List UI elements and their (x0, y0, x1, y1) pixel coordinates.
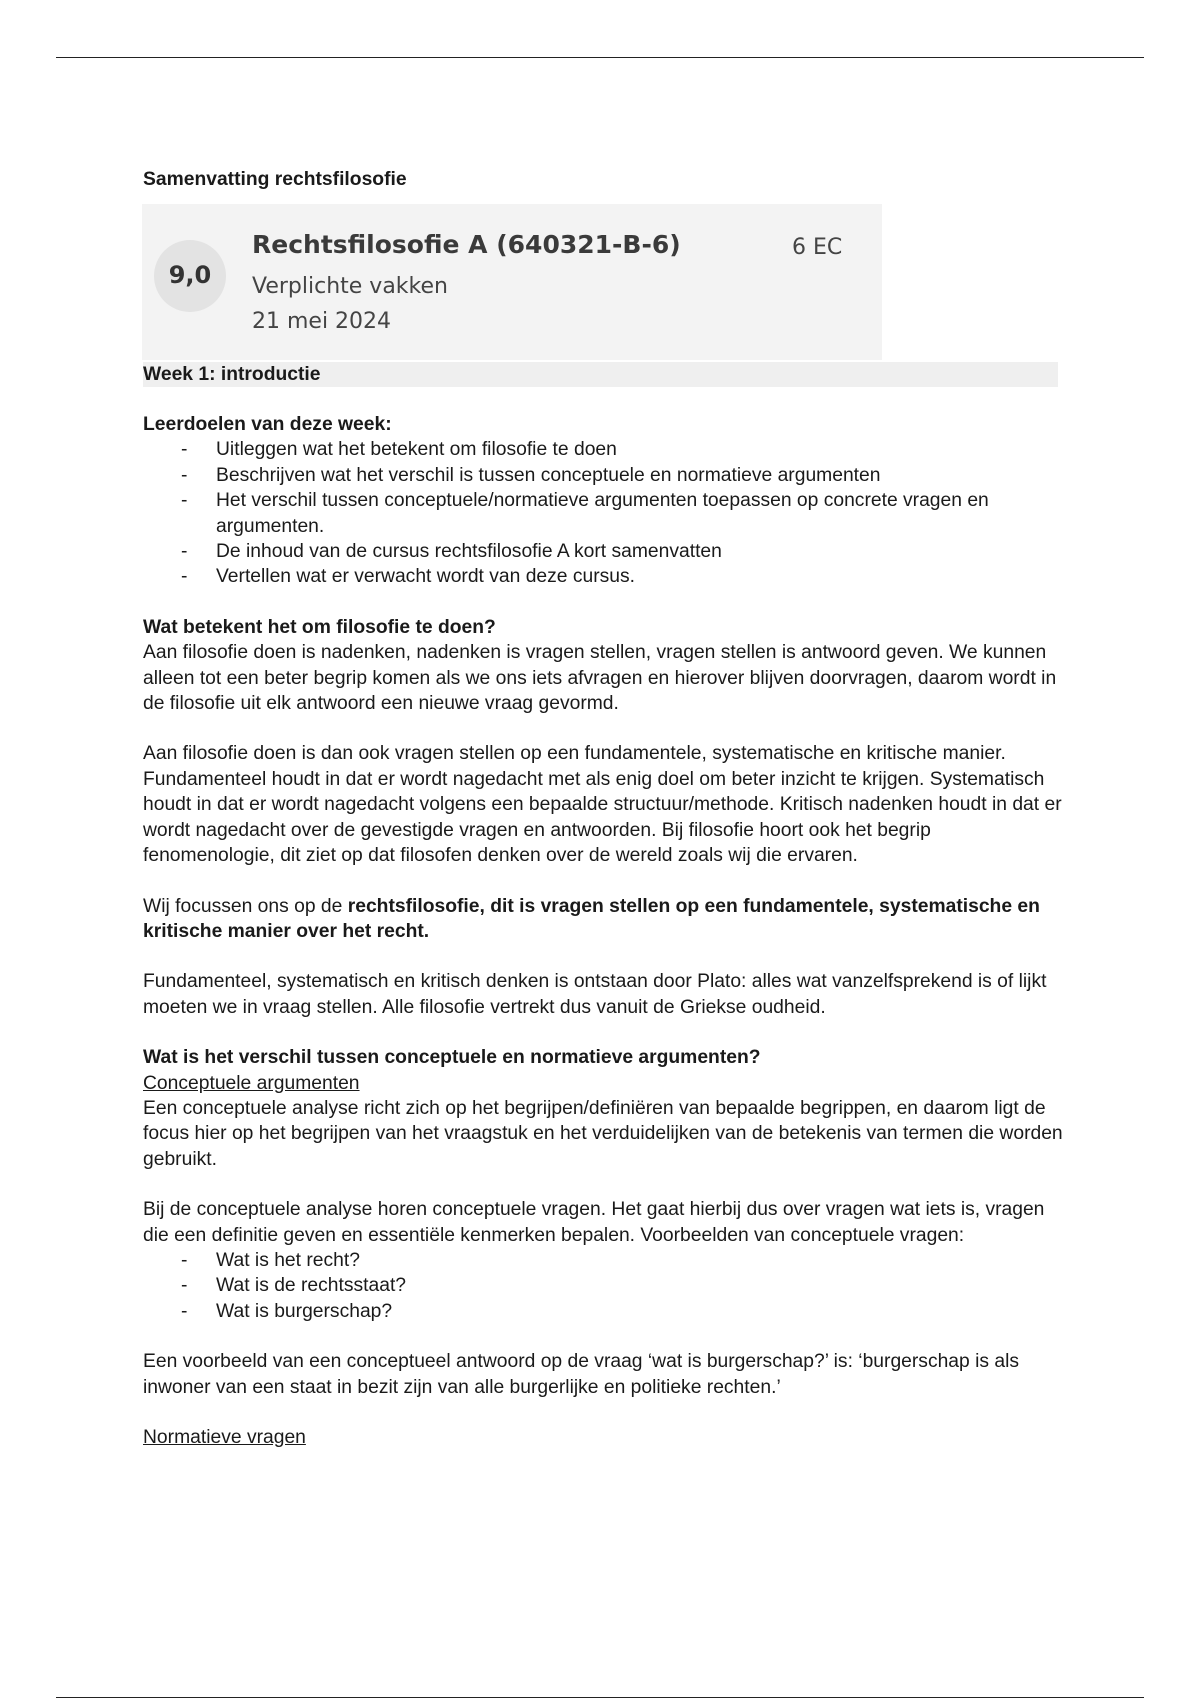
subheading: Normatieve vragen (143, 1427, 306, 1448)
list-item: - De inhoud van de cursus rechtsfilosofie A kort samenvatten (143, 539, 1063, 564)
objectives-heading: Leerdoelen van deze week: (143, 414, 392, 435)
course-date: 21 mei 2024 (252, 309, 392, 334)
grade-badge: 9,0 (154, 240, 226, 312)
paragraph-text: Wij focussen ons op de (143, 895, 348, 917)
list-item: - Het verschil tussen conceptuele/normatieve argumenten toepassen op concrete vragen en argumenten. (143, 488, 1063, 539)
course-grade-card (142, 204, 882, 360)
list-item: - Beschrijven wat het verschil is tussen conceptuele en normatieve argumenten (143, 463, 1063, 488)
paragraph: Een voorbeeld van een conceptueel antwoord op de vraag ‘wat is burgerschap?’ is: ‘burgerschap is als inwoner van een staat in bezit zijn van alle burgerlijke en politieke rechten.’ (143, 1351, 1020, 1398)
section-heading: Wat is het verschil tussen conceptuele en normatieve argumenten? (143, 1047, 761, 1069)
list-item: - Vertellen wat er verwacht wordt van deze cursus. (143, 564, 1063, 589)
section-heading: Wat betekent het om filosofie te doen? (143, 616, 496, 638)
list-item: - Wat is het recht? (143, 1248, 1063, 1273)
paragraph: Een conceptuele analyse richt zich op het begrijpen/definiëren van bepaalde begrippen, en daarom ligt de focus hier op het begrijpen van het vraagstuk en het verduidelijken van de betekenis van termen die worden gebruikt. (143, 1097, 1063, 1170)
header-rule (56, 57, 1144, 58)
course-name: Rechtsfilosofie A (640321-B-6) (252, 230, 681, 259)
objectives-list (143, 437, 1063, 589)
course-category: Verplichte vakken (252, 274, 448, 299)
paragraph: Bij de conceptuele analyse horen conceptuele vragen. Het gaat hierbij dus over vragen wat iets is, vragen die een definitie geven en essentiële kenmerken bepalen. Voorbeelden van conceptuele vragen: (143, 1199, 1045, 1246)
document-body (143, 168, 1063, 1450)
list-item: - Wat is de rechtsstaat? (143, 1273, 1063, 1298)
document-title: Samenvatting rechtsfilosofie (143, 169, 407, 190)
emphasized-text: rechtsfilosofie, dit is vragen stellen op een fundamentele, systematische en kritische manier over het recht. (143, 895, 1040, 942)
paragraph: Aan filosofie doen is dan ook vragen stellen op een fundamentele, systematische en kritische manier. Fundamenteel houdt in dat er wordt nagedacht met als enig doel om beter inzicht te krijgen. Systematisch houdt in dat er wordt nagedacht volgens een bepaalde structuur/methode. Kritisch nadenken houdt in dat er wordt nagedacht over de gevestigde vragen en antwoorden. Bij filosofie hoort ook het begrip fenomenologie, dit ziet op dat filosofen denken over de wereld zoals wij die ervaren. (143, 743, 1062, 867)
footer-rule (56, 1697, 1144, 1698)
paragraph (143, 894, 1063, 945)
paragraph: Fundamenteel, systematisch en kritisch denken is ontstaan door Plato: alles wat vanzelfsprekend is of lijkt moeten we in vraag stellen. Alle filosofie vertrekt dus vanuit de Griekse oudheid. (143, 971, 1047, 1018)
list-item: - Uitleggen wat het betekent om filosofie te doen (143, 437, 1063, 462)
week-heading: Week 1: introductie (143, 362, 1058, 387)
paragraph: Aan filosofie doen is nadenken, nadenken is vragen stellen, vragen stellen is antwoord geven. We kunnen alleen tot een beter begrip komen als we ons iets afvragen en hierover blijven doorvragen, daarom wordt in de filosofie uit elk antwoord een nieuwe vraag gevormd. (143, 642, 1057, 715)
course-credits: 6 EC (792, 235, 843, 260)
list-item: - Wat is burgerschap? (143, 1299, 1063, 1324)
subheading: Conceptuele argumenten (143, 1072, 360, 1094)
examples-list (143, 1248, 1063, 1324)
